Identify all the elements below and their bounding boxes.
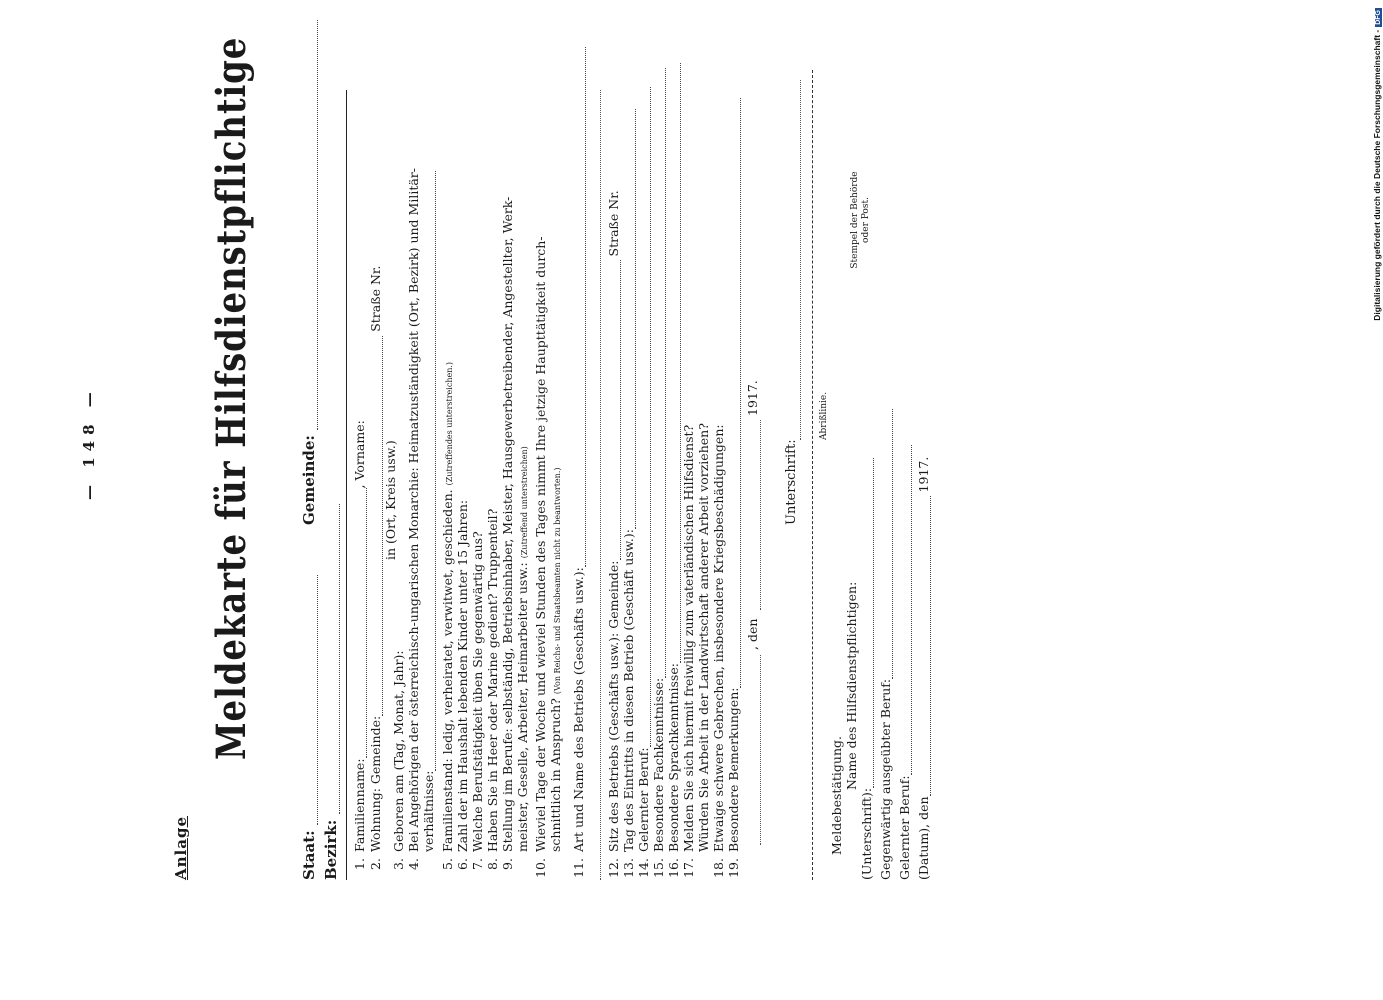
- item-num: 9.: [500, 858, 515, 870]
- staat-field[interactable]: [316, 575, 318, 825]
- meldebestaetigung-unterschrift: [860, 458, 874, 880]
- item-12: [607, 190, 621, 880]
- unterschrift-text: (Unterschrift):: [859, 787, 874, 880]
- item-extra: (Von Reichs- und Staatsbeamten nicht zu beantworten.): [553, 467, 562, 695]
- abriss-line: [812, 70, 813, 880]
- item-17: [682, 425, 696, 880]
- item-4b: [422, 171, 436, 880]
- item-13: [622, 109, 636, 880]
- staat-label: [300, 575, 318, 880]
- item-text: Würden Sie Arbeit in der Landwirtschaft anderer Arbeit vorziehen?: [696, 423, 711, 852]
- item-text: Gelernter Beruf:: [636, 747, 651, 852]
- item-4: [407, 168, 421, 880]
- item-extra: in (Ort, Kreis usw.): [383, 440, 398, 560]
- item-15: [652, 68, 666, 880]
- item-num: 12.: [606, 858, 621, 878]
- form-title: Meldekarte für Hilfsdienstpflichtige: [208, 36, 255, 760]
- item-text: schnittlich in Anspruch?: [548, 698, 563, 852]
- gemeinde-text: Gemeinde:: [300, 435, 318, 525]
- item-8: [486, 509, 500, 880]
- watermark-label: Digitalisierung gefördert durch die Deutsche Forschungsgemeinschaft -: [1372, 29, 1382, 321]
- mb-gelernter-field[interactable]: [910, 445, 912, 775]
- date-year: 1917.: [745, 380, 760, 416]
- bezirk-label: [322, 504, 340, 880]
- item-text: Haben Sie in Heer oder Marine gedient?: [485, 593, 500, 852]
- item-17b: [697, 423, 711, 880]
- name-text: Name des Hilfsdienstpflichtigen:: [844, 581, 859, 790]
- watermark: [1372, 8, 1383, 408]
- abrisslinie-label: Abrißlinie.: [819, 391, 829, 440]
- meldebestaetigung-title: Meldebestätigung.: [829, 736, 844, 855]
- item-text: Wieviel Tage der Woche und wieviel Stunden des Tages nimmt Ihre jetzige Haupttätigkeit durch-: [533, 236, 548, 852]
- mb-unterschrift-field[interactable]: [872, 458, 874, 788]
- item-extra: Straße Nr.: [368, 265, 383, 332]
- item-extra: (Zutreffend unterstreichen): [520, 446, 529, 559]
- item-18: [712, 424, 726, 880]
- item-7: [471, 531, 485, 880]
- item-text: Familienstand: ledig, verheiratet, verwitwet, geschieden.: [440, 489, 455, 852]
- item-extra: Vorname:: [352, 420, 367, 481]
- item-9: [501, 197, 515, 880]
- gegenwaertig-text: Gegenwärtig ausgeübter Beruf:: [878, 678, 893, 880]
- gemeinde-field[interactable]: [316, 20, 318, 430]
- item-text: Geboren am (Tag, Monat, Jahr):: [391, 650, 406, 852]
- stempel-label: Stempel der Behörde oder Post.: [850, 171, 871, 269]
- bezirk-text: Bezirk:: [322, 819, 340, 880]
- item-text: Art und Name des Betriebs (Geschäfts usw.):: [571, 567, 586, 852]
- item-text: meister, Geselle, Arbeiter, Heimarbeiter usw.:: [515, 562, 530, 852]
- item-text: Bei Angehörigen der österreichisch-ungarischen Monarchie: Heimatzuständigkeit (Ort, Bezirk) und Militär-: [406, 168, 421, 852]
- item-num: 7.: [470, 858, 485, 870]
- item-text: Familienname:: [352, 758, 367, 852]
- item-num: 3.: [391, 858, 406, 870]
- item-num: 4.: [406, 858, 421, 870]
- meldebestaetigung-datum: [917, 457, 931, 880]
- date-den: , den: [745, 618, 760, 650]
- separator-line: [600, 90, 601, 880]
- mb-beruf-field[interactable]: [891, 409, 893, 679]
- item-11: [572, 47, 586, 880]
- bezirk-field[interactable]: [338, 504, 340, 814]
- item-num: 14.: [636, 858, 651, 878]
- gemeinde-label: [300, 20, 318, 525]
- item-text: Welche Berufstätigkeit üben Sie gegenwärtig aus?: [470, 531, 485, 852]
- item-extra: (Zutreffendes unterstreichen.): [445, 361, 454, 486]
- gelernter-text: Gelernter Beruf:: [897, 775, 912, 880]
- watermark-text: [1372, 8, 1382, 398]
- item-text: Etwaige schwere Gebrechen, insbesondere Kriegsbeschädigungen:: [711, 424, 726, 852]
- item-num: 8.: [485, 858, 500, 870]
- datum-year: 1917.: [916, 456, 931, 493]
- item-14: [637, 87, 651, 880]
- meldebestaetigung-gelernter: [898, 445, 912, 880]
- item-1: 1.Familienname:, Vorname:: [353, 420, 367, 880]
- item-text: Sitz des Betriebs (Geschäfts usw.): Gemeinde:: [606, 560, 621, 852]
- item-text: Besondere Bemerkungen:: [726, 687, 741, 852]
- item-extra: Straße Nr.: [606, 190, 621, 257]
- item-6: [456, 500, 470, 880]
- dfg-logo: DFG: [1375, 10, 1382, 25]
- item-text: verhältnisse:: [421, 770, 436, 852]
- item-3: [392, 650, 406, 880]
- item-10: [534, 236, 548, 880]
- form-page: [80, 10, 1160, 910]
- item-num: 10.: [533, 858, 548, 878]
- eintritt-field[interactable]: [634, 109, 636, 529]
- item-9b: [516, 446, 532, 880]
- item-2b: [384, 440, 398, 560]
- item-num: 6.: [455, 858, 470, 870]
- item-text: Zahl der im Haushalt lebenden Kinder unter 15 Jahren:: [455, 499, 470, 852]
- staat-text: Staat:: [300, 830, 318, 880]
- item-num: 1.: [352, 858, 367, 870]
- familienname-field[interactable]: [365, 488, 367, 758]
- item-text: Besondere Sprachkenntnisse:: [666, 663, 681, 852]
- meldebestaetigung-name: [845, 582, 859, 790]
- date-field[interactable]: [760, 420, 761, 610]
- betrieb-field[interactable]: [584, 47, 586, 567]
- item-num: 13.: [621, 858, 636, 878]
- item-num: 18.: [711, 858, 726, 878]
- item-2: [369, 266, 383, 880]
- beruf-field[interactable]: [649, 87, 651, 747]
- item-num: 17.: [681, 858, 696, 878]
- item-16: [667, 63, 681, 880]
- anlage-label: Anlage: [172, 816, 190, 880]
- item-extra: Truppenteil?: [485, 508, 500, 590]
- sitz-field[interactable]: [619, 260, 621, 560]
- unterschrift-label: Unterschrift:: [784, 439, 799, 525]
- datum-text: (Datum), den: [916, 796, 931, 880]
- item-num: 16.: [666, 858, 681, 878]
- meldebestaetigung-gegenwaertig: [879, 409, 893, 880]
- item-text: Wohnung: Gemeinde:: [368, 715, 383, 852]
- mb-datum-field[interactable]: [929, 496, 931, 796]
- fachkenntnisse-field[interactable]: [664, 68, 666, 678]
- item-19: [727, 98, 741, 880]
- item-text: Besondere Fachkenntnisse:: [651, 677, 666, 852]
- page-number: — 148 —: [80, 386, 98, 500]
- item-num: 15.: [651, 858, 666, 878]
- item-num: 2.: [368, 858, 383, 870]
- unterschrift-field[interactable]: [800, 80, 801, 440]
- item-10b: [549, 468, 565, 881]
- item-text: Tag des Eintritts in diesen Betrieb (Geschäft usw.):: [621, 529, 636, 852]
- item-num: 19.: [726, 858, 741, 878]
- militaer-field[interactable]: [434, 171, 436, 771]
- header-rule: [346, 90, 347, 880]
- bemerkungen-field[interactable]: [739, 98, 741, 688]
- item-text: Melden Sie sich hiermit freiwillig zum vaterländischen Hilfsdienst?: [681, 424, 696, 852]
- place-field[interactable]: [760, 655, 761, 845]
- item-num: 11.: [571, 858, 586, 878]
- item-num: 5.: [440, 858, 455, 870]
- item-text: Stellung im Berufe: selbständig, Betriebsinhaber, Meister, Hausgewerbetreibender, Angestellter, Werk-: [500, 196, 515, 852]
